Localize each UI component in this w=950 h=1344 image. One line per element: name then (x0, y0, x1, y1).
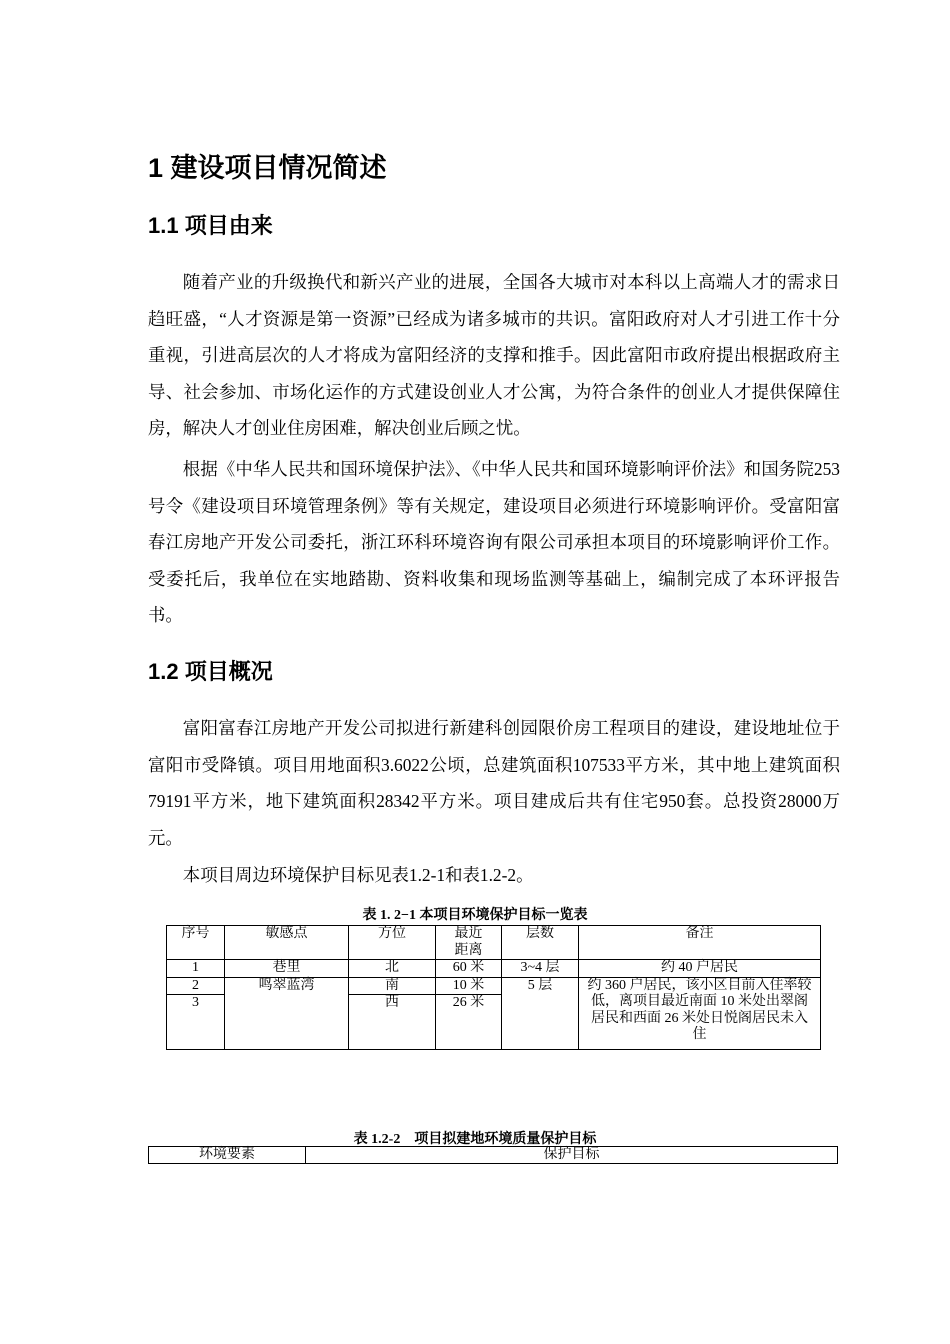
table-2-caption: 表 1.2-2 项目拟建地环境质量保护目标 (353, 1132, 597, 1147)
cell-note: 约 40 户居民 (579, 960, 821, 978)
cell-site: 巷里 (225, 960, 349, 978)
cell-floors: 5 层 (502, 977, 579, 1050)
header-distance: 最近距离 (436, 926, 502, 960)
paragraph-overview: 富阳富春江房地产开发公司拟进行新建科创园限价房工程项目的建设，建设地址位于富阳市受降镇。项目用地面积3.6022公顷，总建筑面积107533平方米，其中地上建筑面积79191平方米，地下建筑面积28342平方米。项目建成后共有住宅950套。总投资28000万元。 (148, 718, 840, 848)
header-floors: 层数 (502, 926, 579, 960)
cell-no: 1 (167, 960, 225, 978)
table-header-row (167, 926, 821, 960)
cell-note: 约 360 户居民，该小区目前入住率较低，离项目最近南面 10 米处出翠阁居民和西面 26 米处日悦阁居民未入住 (579, 977, 821, 1050)
table-row (167, 977, 821, 995)
section-1-2-title: 1.2 项目概况 (148, 659, 273, 684)
environment-quality-table (148, 1146, 838, 1164)
paragraph-legal-basis: 根据《中华人民共和国环境保护法》、《中华人民共和国环境影响评价法》和国务院253号令《建设项目环境管理条例》等有关规定，建设项目必须进行环境影响评价。受富阳富春江房地产开发公司委托，浙江环科环境咨询有限公司承担本项目的环境影响评价工作。受委托后，我单位在实地踏勘、资料收集和现场监测等基础上，编制完成了本环评报告书。 (148, 459, 840, 625)
header-site: 敏感点 (225, 926, 349, 960)
cell-distance: 10 米 (436, 977, 502, 995)
header-no: 序号 (167, 926, 225, 960)
cell-direction: 北 (349, 960, 436, 978)
chapter-title: 1 建设项目情况简述 (148, 153, 387, 183)
cell-distance: 26 米 (436, 995, 502, 1050)
protection-target-table (166, 925, 821, 1050)
cell-no: 3 (167, 995, 225, 1050)
cell-site: 鸣翠蓝湾 (225, 977, 349, 1050)
header-protection-target: 保护目标 (306, 1147, 838, 1164)
paragraph-table-reference: 本项目周边环境保护目标见表1.2-1和表1.2-2。 (182, 865, 534, 885)
header-note: 备注 (579, 926, 821, 960)
table-row (167, 960, 821, 978)
header-direction: 方位 (349, 926, 436, 960)
cell-floors: 3~4 层 (502, 960, 579, 978)
cell-direction: 南 (349, 977, 436, 995)
header-env-element: 环境要素 (149, 1147, 306, 1164)
section-1-1-title: 1.1 项目由来 (148, 213, 273, 238)
table-1-caption: 表 1. 2−1 本项目环境保护目标一览表 (362, 908, 588, 923)
cell-direction: 西 (349, 995, 436, 1050)
table-header-row (149, 1147, 838, 1164)
cell-distance: 60 米 (436, 960, 502, 978)
cell-no: 2 (167, 977, 225, 995)
paragraph-background: 随着产业的升级换代和新兴产业的进展，全国各大城市对本科以上高端人才的需求日趋旺盛，“人才资源是第一资源”已经成为诸多城市的共识。富阳政府对人才引进工作十分重视，引进高层次的人才将成为富阳经济的支撑和推手。因此富阳市政府提出根据政府主导、社会参加、市场化运作的方式建设创业人才公寓，为符合条件的创业人才提供保障住房，解决人才创业住房困难，解决创业后顾之忧。 (148, 272, 840, 438)
